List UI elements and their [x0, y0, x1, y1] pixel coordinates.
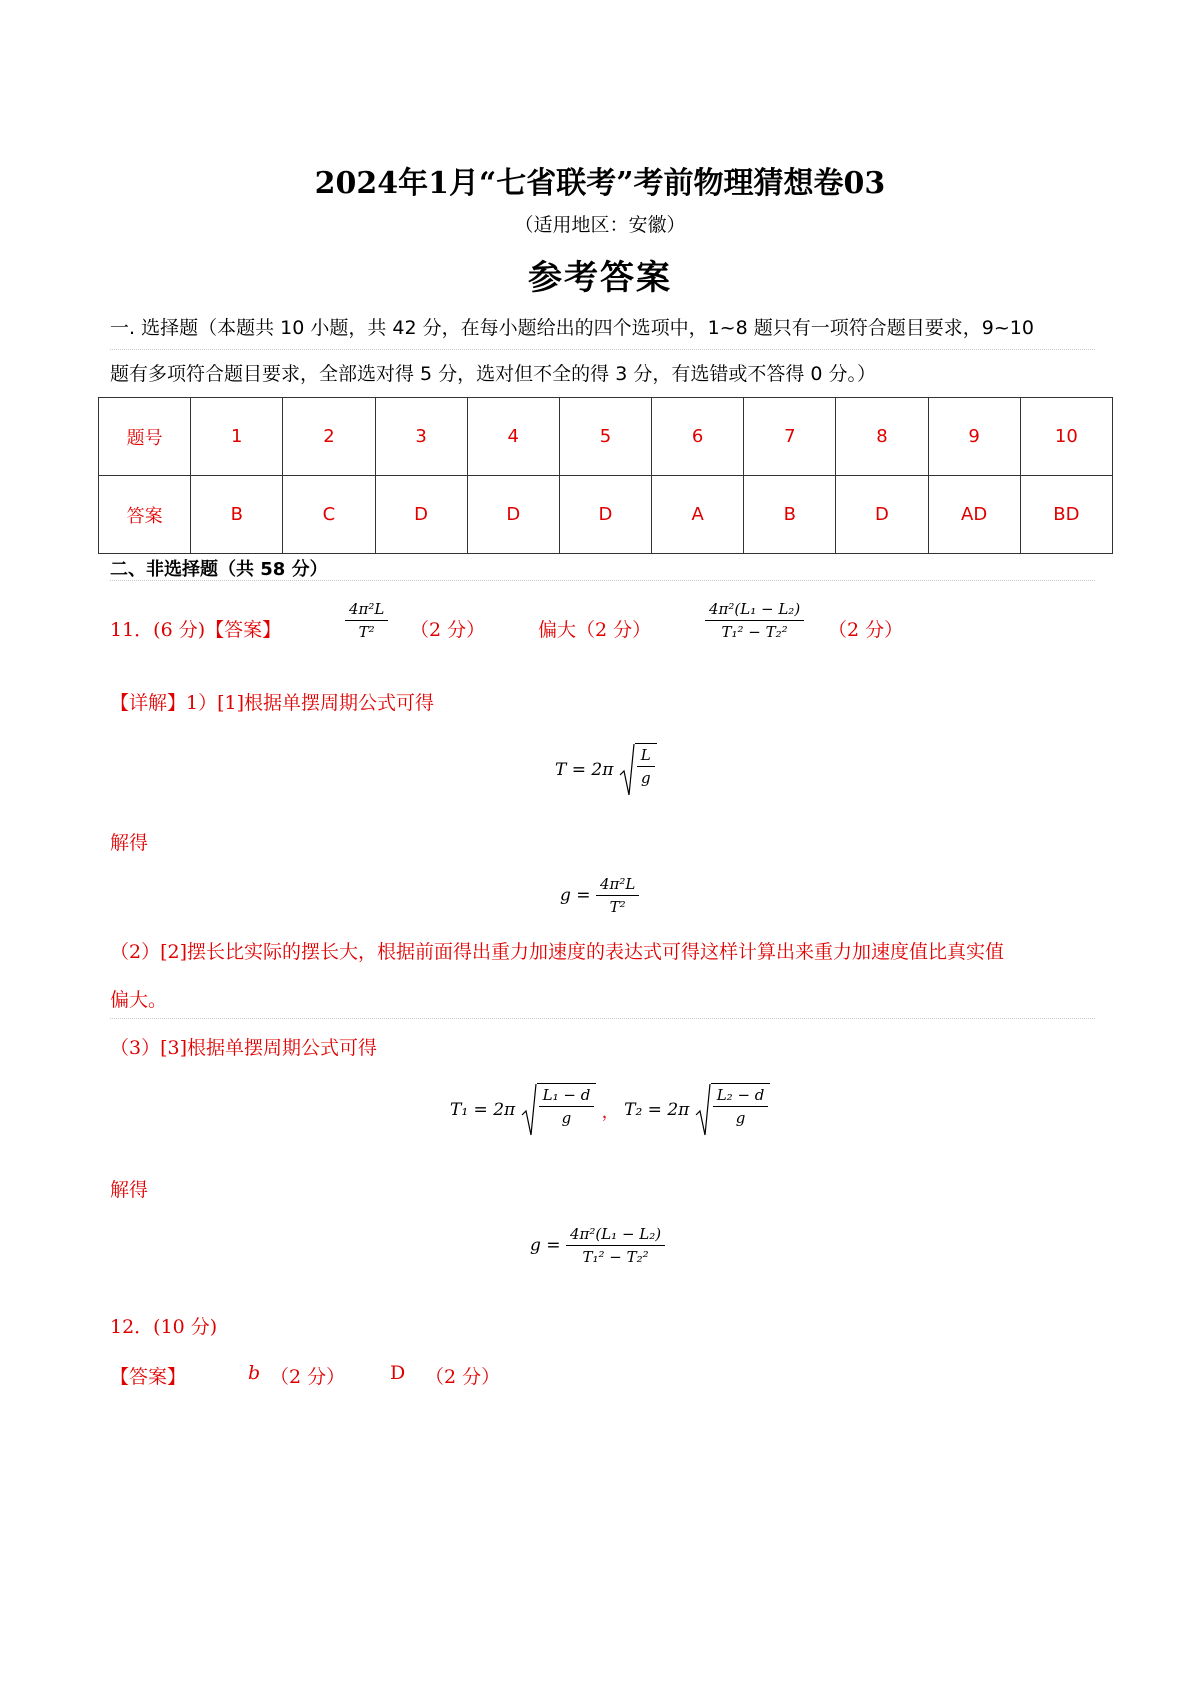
q11-answer1-score: （2 分）	[410, 619, 486, 641]
fraction-denominator: g	[561, 1109, 572, 1127]
q11-part2-line2: 偏大。	[110, 989, 168, 1011]
answer-cell: B	[744, 476, 836, 554]
question-number-cell: 8	[836, 398, 928, 476]
equation-gravity-1	[560, 875, 639, 916]
question-number-cell: 9	[928, 398, 1020, 476]
section2-heading: 二、非选择题（共 58 分）	[110, 559, 328, 580]
equation-lhs: g =	[560, 885, 591, 906]
fraction-numerator: L₁ − d	[539, 1086, 595, 1107]
question-number-cell: 7	[744, 398, 836, 476]
q12-answer1: b	[248, 1362, 261, 1384]
answer-table	[98, 397, 1113, 554]
equation-two-periods	[450, 1083, 770, 1137]
dotted-rule	[110, 349, 1095, 350]
document-subtitle: （适用地区：安徽）	[514, 214, 686, 236]
fraction-numerator: 4π²L	[596, 875, 639, 896]
equation-separator: ，	[601, 1102, 619, 1123]
fraction-numerator: L₂ − d	[713, 1086, 769, 1107]
question-number-cell: 3	[375, 398, 467, 476]
equation-lhs: T₁ = 2π	[450, 1100, 516, 1120]
sqrt-radical	[521, 1083, 597, 1137]
radical-sign-icon	[521, 1083, 537, 1137]
answer-cell: D	[467, 476, 559, 554]
question-number-cell: 6	[652, 398, 744, 476]
q12-answer-label: 【答案】	[110, 1366, 187, 1388]
equation-lhs: g =	[530, 1235, 561, 1256]
question-number-cell: 10	[1020, 398, 1112, 476]
q11-part2-line1: （2）[2]摆长比实际的摆长大，根据前面得出重力加速度的表达式可得这样计算出来重力加速度值比真实值	[110, 941, 1005, 963]
q11-solve-label-1: 解得	[110, 832, 149, 854]
q12-answer2: D	[390, 1362, 406, 1384]
answer-cell: D	[836, 476, 928, 554]
fraction-denominator: T₁² − T₂²	[721, 623, 788, 641]
q11-label: 11．(6 分)【答案】	[110, 619, 282, 641]
answer-cell: B	[191, 476, 283, 554]
row-label-question-number: 题号	[99, 398, 191, 476]
section1-instructions-line2: 题有多项符合题目要求，全部选对得 5 分，选对但不全的得 3 分，有选错或不答得 0 分。）	[110, 363, 877, 385]
equation-period	[555, 743, 657, 797]
fraction-denominator: g	[735, 1109, 746, 1127]
q11-solve-label-2: 解得	[110, 1179, 149, 1201]
fraction-denominator: T²	[358, 623, 375, 641]
answer-cell: C	[283, 476, 375, 554]
row-label-answer: 答案	[99, 476, 191, 554]
sqrt-radical	[695, 1083, 771, 1137]
question-number-cell: 1	[191, 398, 283, 476]
question-number-cell: 4	[467, 398, 559, 476]
q11-answer3-score: （2 分）	[828, 619, 904, 641]
q12-answer2-score: （2 分）	[425, 1366, 501, 1388]
fraction-numerator: 4π²L	[345, 600, 388, 621]
fraction-denominator: T²	[609, 898, 626, 916]
section1-instructions-line1: 一. 选择题（本题共 10 小题，共 42 分，在每小题给出的四个选项中，1~8 题只有一项符合题目要求，9~10	[110, 317, 1034, 339]
answer-cell: BD	[1020, 476, 1112, 554]
q12-label: 12．(10 分)	[110, 1316, 218, 1338]
answer-cell: AD	[928, 476, 1020, 554]
document-title: 2024年1月“七省联考”考前物理猜想卷03	[314, 166, 886, 201]
answer-cell: D	[559, 476, 651, 554]
radical-sign-icon	[695, 1083, 711, 1137]
question-number-cell: 5	[559, 398, 651, 476]
answer-row	[99, 476, 1113, 554]
radical-sign-icon	[619, 743, 635, 797]
sqrt-radical	[619, 743, 657, 797]
q11-answer2: 偏大（2 分）	[538, 619, 652, 641]
answer-cell: A	[652, 476, 744, 554]
question-number-cell: 2	[283, 398, 375, 476]
equation-lhs: T₂ = 2π	[624, 1100, 690, 1120]
equation-lhs: T = 2π	[555, 760, 614, 780]
fraction-numerator: 4π²(L₁ − L₂)	[705, 600, 804, 621]
q11-answer1-fraction	[345, 600, 388, 641]
fraction-denominator: g	[640, 769, 651, 787]
q11-answer3-fraction	[705, 600, 804, 641]
q11-detail-intro: 【详解】1）[1]根据单摆周期公式可得	[110, 692, 435, 714]
dotted-rule	[110, 580, 1095, 581]
q12-answer1-score: （2 分）	[270, 1366, 346, 1388]
fraction-numerator: 4π²(L₁ − L₂)	[566, 1225, 665, 1246]
equation-gravity-2	[530, 1225, 665, 1266]
fraction-numerator: L	[637, 746, 655, 767]
q11-part3-intro: （3）[3]根据单摆周期公式可得	[110, 1037, 378, 1059]
answer-cell: D	[375, 476, 467, 554]
answers-heading: 参考答案	[528, 258, 672, 298]
dotted-rule	[110, 1018, 1095, 1019]
question-number-row	[99, 398, 1113, 476]
fraction-denominator: T₁² − T₂²	[582, 1248, 649, 1266]
